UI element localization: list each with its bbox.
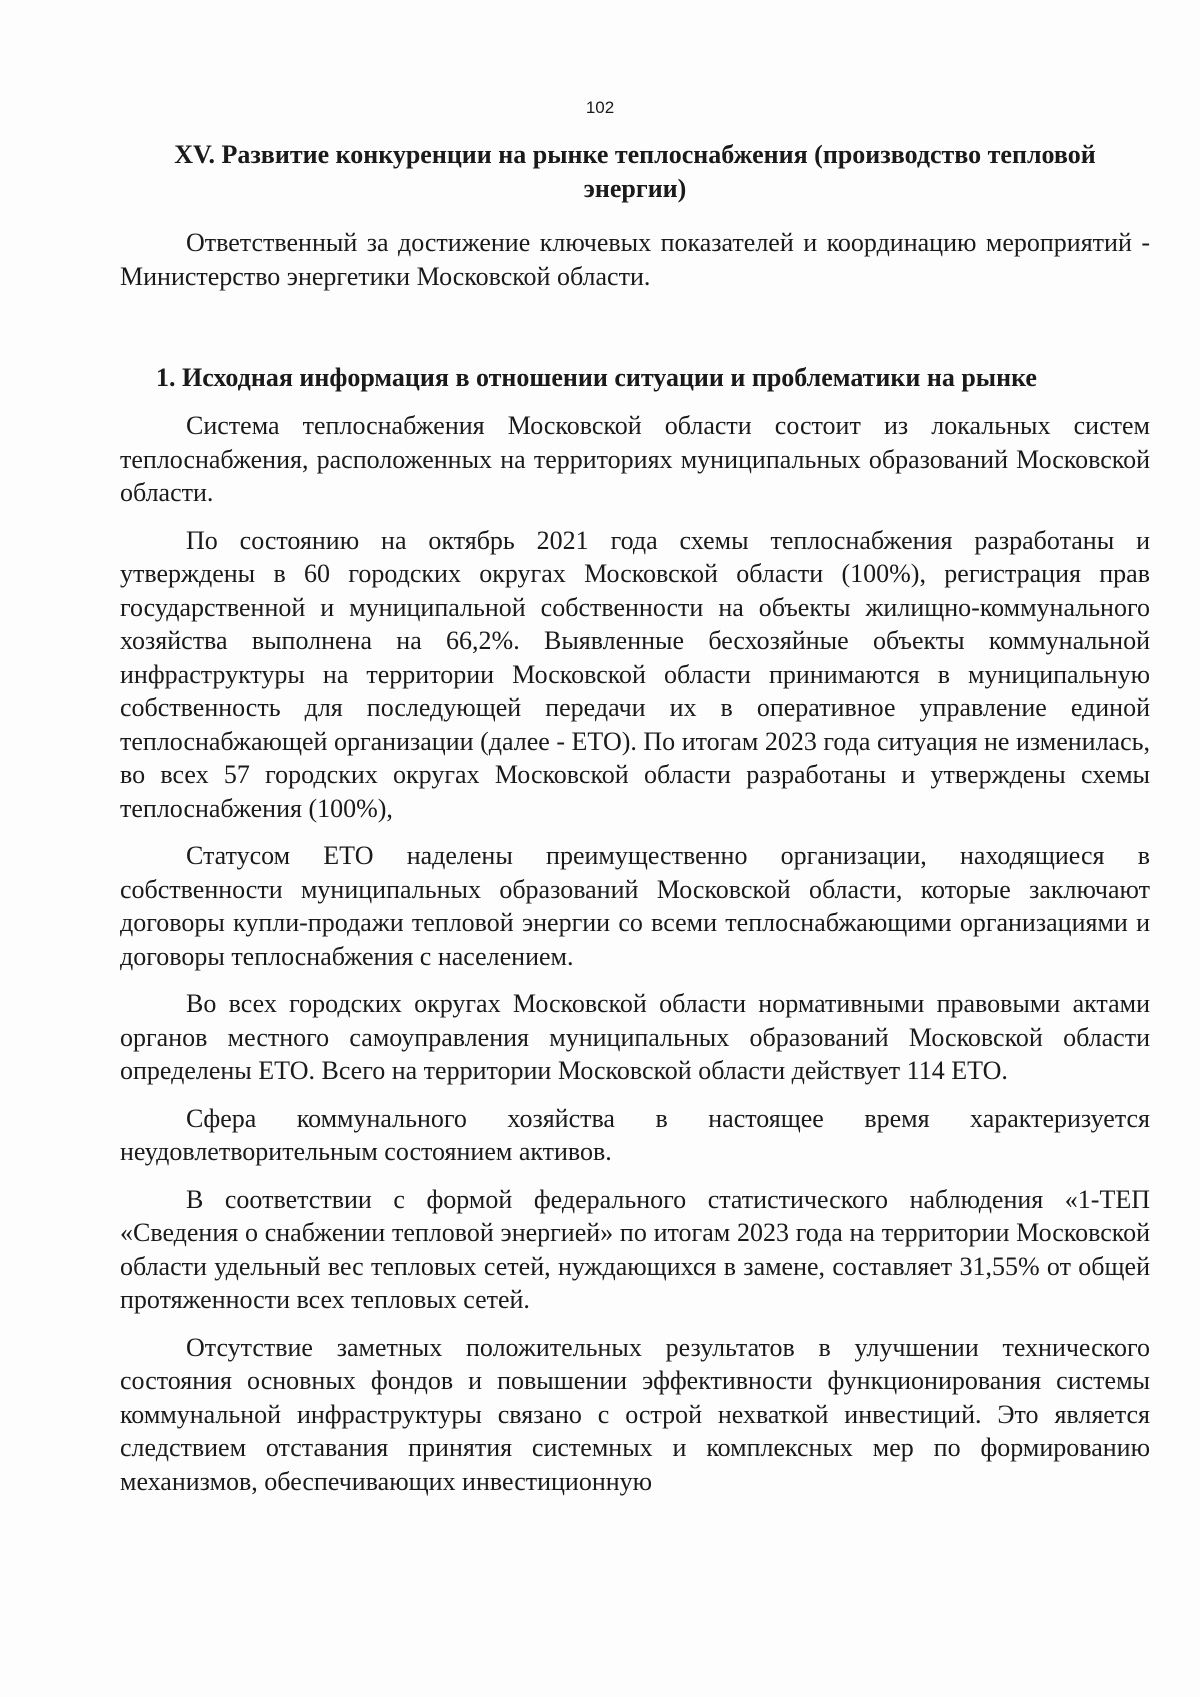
paragraph-4: Во всех городских округах Московской области нормативными правовыми актами органов местного самоуправления муниципальных образований Московской области определены ЕТО. Всего на территории Московской области действует 114 ЕТО. [120, 989, 1150, 1085]
paragraph-3: Статусом ЕТО наделены преимущественно организации, находящиеся в собственности муниципальных образований Московской области, которые заключают договоры купли-продажи тепловой энергии со всеми теплоснабжающими организациями и договоры теплоснабжения с населением. [120, 841, 1150, 971]
paragraph-7: Отсутствие заметных положительных результатов в улучшении технического состояния основных фондов и повышении эффективности функционирования системы коммунальной инфраструктуры связано с острой нехваткой инвестиций. Это является следствием отставания принятия системных и комплексных мер по формированию механизмов, обеспечивающих инвестиционную [120, 1332, 1150, 1496]
section-title: XV. Развитие конкуренции на рынке теплоснабжения (производство тепловой энергии) [174, 140, 1096, 203]
document-body [120, 138, 1150, 1498]
paragraph-2: По состоянию на октябрь 2021 года схемы теплоснабжения разработаны и утверждены в 60 городских округах Московской области (100%), регистрация прав государственной и муниципальной собственности на объекты жилищно-коммунального хозяйства выполнена на 66,2%. Выявленные бесхозяйные объекты коммунальной инфраструктуры на территории Московской области принимаются в муниципальную собственность для последующей передачи их в оперативное управление единой теплоснабжающей организации (далее - ЕТО). По итогам 2023 года ситуация не изменилась, во всех 57 городских округах Московской области разработаны и утверждены схемы теплоснабжения (100%), [120, 525, 1150, 823]
page-number: 102 [585, 98, 615, 117]
paragraph-6: В соответствии с формой федерального статистического наблюдения «1-ТЕП «Сведения о снабжении тепловой энергией» по итогам 2023 года на территории Московской области удельный вес тепловых сетей, нуждающихся в замене, составляет 31,55% от общей протяженности всех тепловых сетей. [120, 1184, 1150, 1314]
paragraph-5: Сфера коммунального хозяйства в настоящее время характеризуется неудовлетворительным состоянием активов. [120, 1103, 1150, 1166]
subsection-title: 1. Исходная информация в отношении ситуации и проблематики на рынке [156, 363, 1037, 392]
responsible-paragraph: Ответственный за достижение ключевых показателей и координацию мероприятий - Министерство энергетики Московской области. [120, 228, 1150, 291]
paragraph-1: Система теплоснабжения Московской области состоит из локальных систем теплоснабжения, расположенных на территориях муниципальных образований Московской области. [120, 411, 1150, 507]
